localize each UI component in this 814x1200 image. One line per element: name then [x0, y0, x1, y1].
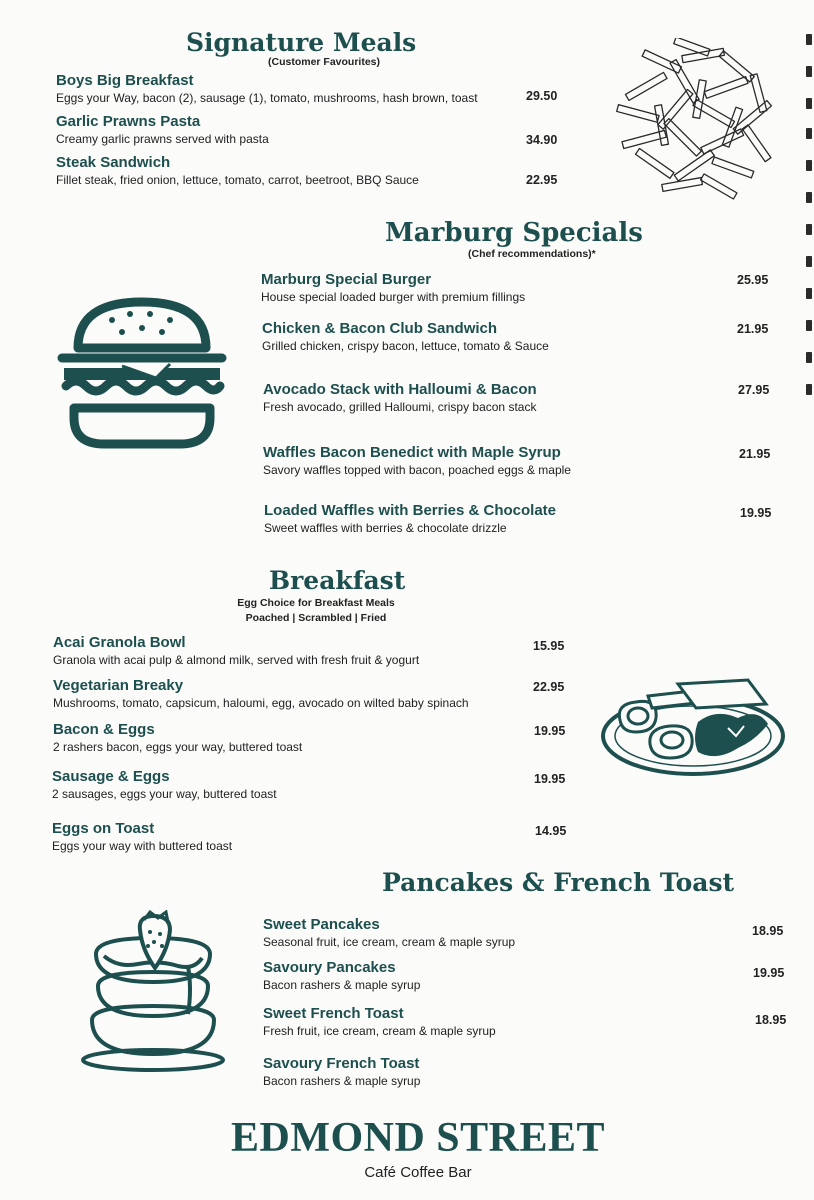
item-price: 19.95	[740, 506, 772, 520]
item-price: 19.95	[534, 772, 566, 786]
item-name: Boys Big Breakfast	[56, 72, 194, 89]
signature-subtitle: (Customer Favourites)	[268, 56, 381, 68]
menu-item	[56, 113, 269, 147]
pancakes-title: Pancakes & French Toast	[382, 868, 735, 897]
item-price: 19.95	[534, 724, 566, 738]
item-desc: Seasonal fruit, ice cream, cream & maple syrup	[263, 935, 516, 949]
item-price: 14.95	[535, 824, 567, 838]
item-price: 22.95	[533, 680, 565, 694]
item-desc: Fillet steak, fried onion, lettuce, tomato, carrot, beetroot, BBQ Sauce	[56, 173, 419, 187]
item-desc: 2 rashers bacon, eggs your way, buttered toast	[53, 740, 303, 754]
item-desc: Savory waffles topped with bacon, poached eggs & maple	[263, 463, 571, 477]
item-desc: Mushrooms, tomato, capsicum, haloumi, egg, avocado on wilted baby spinach	[53, 696, 469, 710]
item-desc: Creamy garlic prawns served with pasta	[56, 132, 269, 146]
item-price: 19.95	[753, 966, 785, 980]
signature-title: Signature Meals	[186, 28, 417, 57]
item-price: 25.95	[737, 273, 769, 287]
item-name: Bacon & Eggs	[53, 721, 155, 738]
menu-item	[53, 721, 302, 755]
item-desc: Grilled chicken, crispy bacon, lettuce, tomato & Sauce	[262, 339, 549, 353]
item-desc: Sweet waffles with berries & chocolate drizzle	[264, 521, 507, 535]
item-name: Savoury French Toast	[263, 1055, 420, 1072]
item-price: 22.95	[526, 173, 558, 187]
item-name: Vegetarian Breaky	[53, 677, 184, 694]
item-desc: Granola with acai pulp & almond milk, served with fresh fruit & yogurt	[53, 653, 420, 667]
menu-item	[52, 820, 232, 854]
item-name: Steak Sandwich	[56, 154, 171, 171]
menu-item	[261, 271, 525, 305]
breakfast-subtitle-2: Poached | Scrambled | Fried	[245, 612, 387, 624]
item-name: Sweet Pancakes	[263, 916, 380, 933]
menu-item	[52, 768, 277, 802]
item-desc: Fresh fruit, ice cream, cream & maple syrup	[263, 1024, 496, 1038]
item-name: Savoury Pancakes	[263, 959, 396, 976]
menu-item	[262, 320, 549, 354]
breakfast-subtitle-1: Egg Choice for Breakfast Meals	[237, 597, 395, 609]
item-desc: 2 sausages, eggs your way, buttered toast	[52, 787, 277, 801]
menu-item	[264, 502, 556, 536]
menu-item	[56, 154, 419, 188]
pasta-icon	[612, 38, 788, 200]
item-name: Sausage & Eggs	[52, 768, 170, 785]
marburg-subtitle: (Chef recommendations)*	[468, 248, 596, 260]
pancake-stack-icon	[78, 910, 228, 1076]
item-desc: Eggs your Way, bacon (2), sausage (1), tomato, mushrooms, hash brown, toast	[56, 91, 478, 105]
brand-tagline: Café Coffee Bar	[364, 1164, 472, 1181]
marburg-title: Marburg Specials	[385, 218, 643, 248]
item-price: 18.95	[752, 924, 784, 938]
item-name: Garlic Prawns Pasta	[56, 113, 201, 130]
menu-item	[263, 1055, 420, 1089]
item-price: 34.90	[526, 133, 558, 147]
item-name: Avocado Stack with Halloumi & Bacon	[263, 381, 537, 398]
item-name: Waffles Bacon Benedict with Maple Syrup	[263, 444, 561, 461]
item-price: 18.95	[755, 1013, 787, 1027]
item-desc: Bacon rashers & maple syrup	[263, 978, 421, 992]
item-price: 15.95	[533, 639, 565, 653]
item-name: Sweet French Toast	[263, 1005, 404, 1022]
item-price: 21.95	[739, 447, 771, 461]
menu-item	[263, 1005, 496, 1039]
item-name: Marburg Special Burger	[261, 271, 432, 288]
item-name: Eggs on Toast	[52, 820, 155, 837]
item-price: 29.50	[526, 89, 558, 103]
brand-name: EDMOND STREET	[230, 1115, 606, 1161]
item-desc: Fresh avocado, grilled Halloumi, crispy bacon stack	[263, 400, 537, 414]
breakfast-title: Breakfast	[269, 566, 406, 595]
menu-item	[53, 634, 419, 668]
item-name: Loaded Waffles with Berries & Chocolate	[264, 502, 556, 519]
item-name: Acai Granola Bowl	[53, 634, 186, 651]
menu-item	[263, 444, 571, 478]
item-price: 27.95	[738, 383, 770, 397]
item-desc: Bacon rashers & maple syrup	[263, 1074, 421, 1088]
menu-item	[263, 381, 537, 415]
menu-item	[56, 72, 478, 106]
item-price: 21.95	[737, 322, 769, 336]
menu-item	[263, 916, 515, 950]
menu-item	[53, 677, 469, 711]
item-desc: House special loaded burger with premium fillings	[261, 290, 526, 304]
item-desc: Eggs your way with buttered toast	[52, 839, 233, 853]
menu-item	[263, 959, 420, 993]
burger-icon	[52, 290, 232, 454]
breakfast-plate-icon	[598, 678, 788, 778]
item-name: Chicken & Bacon Club Sandwich	[262, 320, 498, 337]
